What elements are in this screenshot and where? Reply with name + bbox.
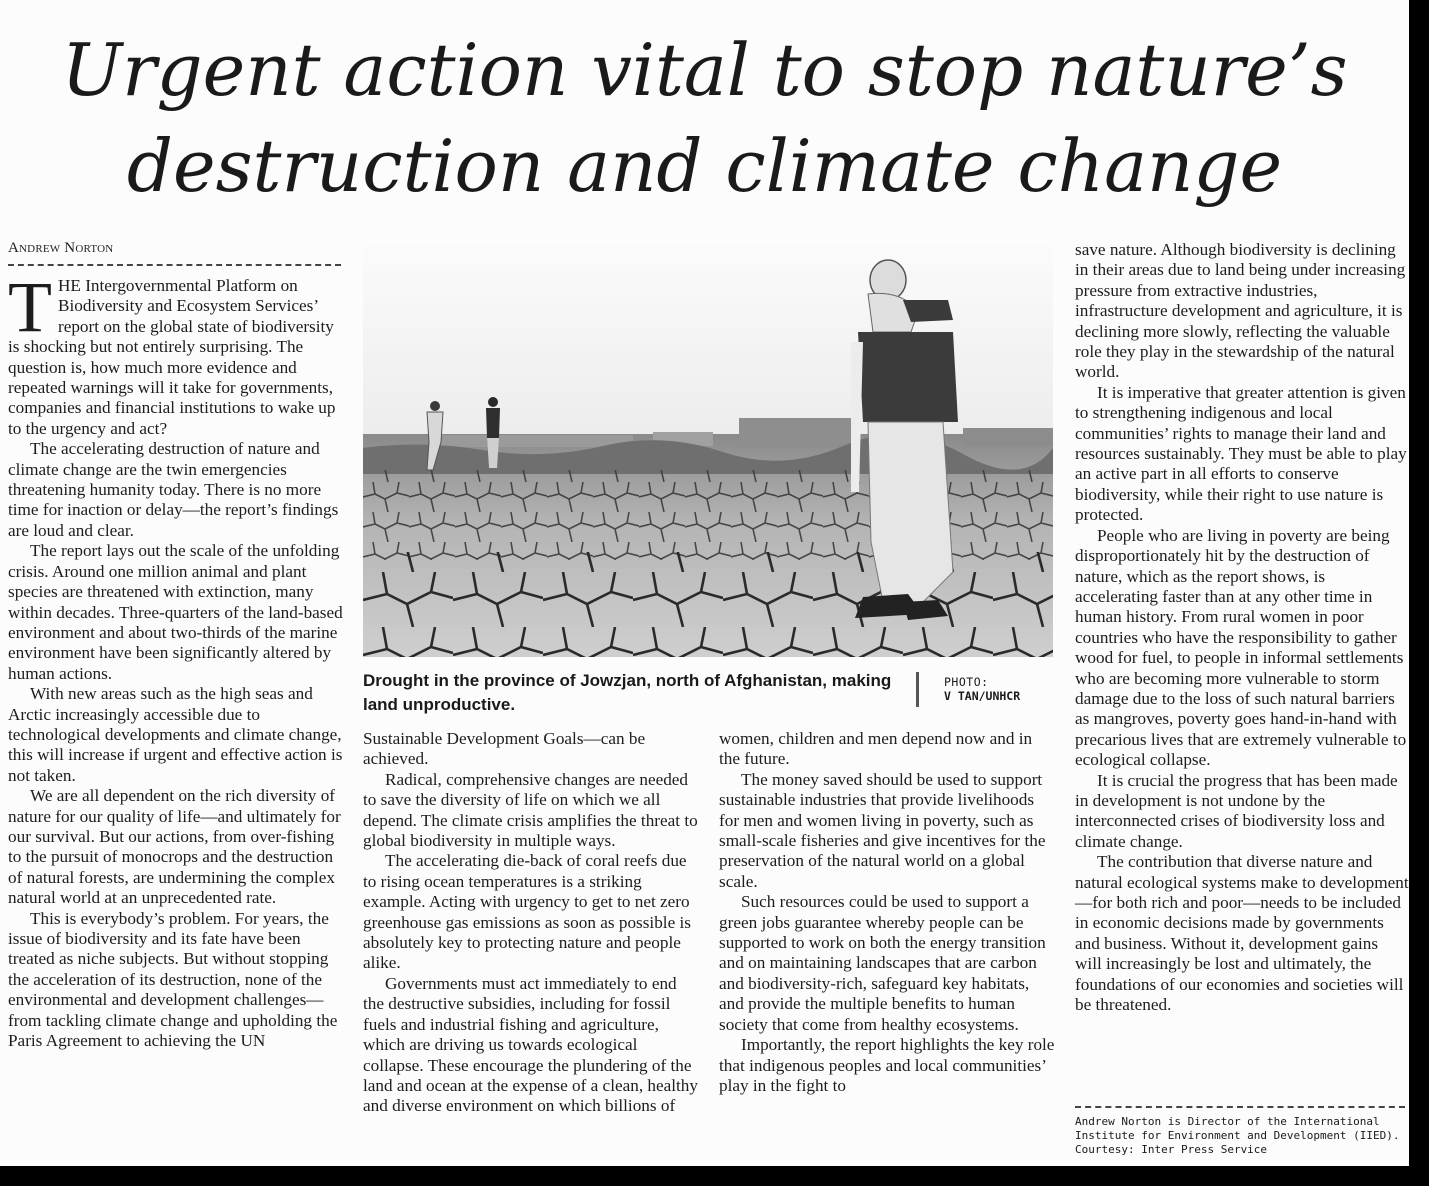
drought-photo [363,242,1053,657]
paragraph: People who are living in poverty are being disproportionately hit by the destruction of nature, which as the report shows, is accelerating faster than at any other time in human history. From rural women in poor countries who have the responsibility to gather wood for fuel, to people in informal settlements who are becoming more vulnerable to storm damage due to the loss of such natural barriers as mangroves, poverty goes hand-in-hand with precarious lives that are extremely vulnerable to ecological collapse. [1075,525,1407,770]
paragraph: Governments must act immediately to end the destructive subsidies, including for fossil fuels and industrial fishing and agriculture, which are driving us towards ecological collapse. These encourage the plundering of the land and ocean at the expense of a clean, healthy and diverse environment on which billions of [363,973,698,1116]
distant-wall [433,435,633,447]
article-column-1 [8,267,346,1051]
headline-line-2: destruction and climate change [126,124,1283,208]
byline-divider [8,264,341,266]
credit-label: PHOTO: [944,675,989,689]
lead-paragraph [8,267,346,439]
byline: Andrew Norton [8,240,114,256]
paragraph: Sustainable Development Goals—can be achieved. [363,729,646,769]
paragraph: It is crucial the progress that has been made in development is not undone by the interconnected crises of biodiversity loss and climate change. [1075,770,1398,851]
photo-credit [944,675,1020,703]
photo-caption: Drought in the province of Jowzjan, north of Afghanistan, making land unproductive. [363,671,892,714]
paragraph: Such resources could be used to support a green jobs guarantee whereby people can be supported to work on both the energy transition and on maintaining landscapes that are carbon and biodiversity-rich, safeguard key habitats, and provide the multiple benefits to human society that come from healthy ecosystems. [719,892,1046,1034]
paragraph: The contribution that diverse nature and natural ecological systems make to development—for both rich and poor—needs to be included in economic decisions made by governments and business. Without it, development gains will increasingly be lost and ultimately, the foundations of our economies and societies will be threatened. [1075,852,1409,1015]
paragraph: The money saved should be used to support sustainable industries that provide livelihoods for men and women living in poverty, such as small-scale fisheries and give incentives for the preservation of the natural world on a global scale. [719,769,1046,891]
drop-cap: T [8,267,52,347]
footnote-divider [1075,1106,1405,1108]
headline [0,22,1409,214]
author-footnote: Andrew Norton is Director of the International Institute for Environment and Development (IIED). Courtesy: Inter Press Service [1075,1115,1400,1156]
lead-paragraph-text: HE Intergovernmental Platform on Biodiversity and Ecosystem Services’ report on the global state of biodiversity is shocking but not entirely surprising. The question is, how much more evidence and repeated warnings will it take for governments, companies and financial institutions to wake up to the urgency and act? [8,276,336,438]
paragraph: women, children and men depend now and in the future. [719,729,1033,769]
paragraph: save nature. Although biodiversity is declining in their areas due to land being under increasing pressure from extractive industries, infrastructure development and agriculture, it is declining more slowly, reflecting the valuable role they play in the stewardship of the natural world. [1075,240,1406,382]
mud-house [739,418,857,448]
paragraph: It is imperative that greater attention is given to strengthening indigenous and local communities’ rights to manage their land and resources sustainably. They must be able to play an active part in all efforts to conserve biodiversity, while their right to use nature is protected. [1075,382,1407,525]
credit-divider [916,672,919,707]
credit-name: V TAN/UNHCR [944,689,1021,703]
article-column-3 [719,729,1057,1096]
paragraph: The report lays out the scale of the unfolding crisis. Around one million animal and plant species are threatened with extinction, many within decades. Three-quarters of the land-based environment and about two-thirds of the marine environment have been significantly altered by human actions. [8,541,343,683]
paragraph: Radical, comprehensive changes are needed to save the diversity of life on which we all depend. The climate crisis amplifies the threat to global biodiversity in multiple ways. [363,769,698,851]
paragraph: The accelerating destruction of nature and climate change are the twin emergencies threatening humanity today. There is no more time for inaction or delay—the report’s findings are loud and clear. [8,439,339,540]
article-column-4 [1075,240,1409,1015]
article-column-2 [363,729,701,1117]
paragraph: The accelerating die-back of coral reefs due to rising ocean temperatures is a striking example. Acting with urgency to get to net zero greenhouse gas emissions as soon as possible is absolutely key to protecting nature and people alike. [363,851,691,973]
paragraph: With new areas such as the high seas and Arctic increasingly accessible due to technological developments and climate change, this will increase if urgent and effective action is not taken. [8,684,343,785]
paragraph: This is everybody’s problem. For years, the issue of biodiversity and its fate have been treated as niche subjects. But without stopping the acceleration of its destruction, none of the environmental and development challenges—from tackling climate change and upholding the Paris Agreement to achieving the UN [8,908,338,1051]
paragraph: Importantly, the report highlights the key role that indigenous peoples and local communities’ play in the fight to [719,1035,1055,1095]
paragraph: We are all dependent on the rich diversity of nature for our quality of life—and ultimately for our survival. But our actions, from over-fishing to the pursuit of monocrops and the destruction of natural forests, are undermining the complex natural world at an unprecedented rate. [8,786,341,908]
headline-line-1: Urgent action vital to stop nature’s [61,28,1348,112]
